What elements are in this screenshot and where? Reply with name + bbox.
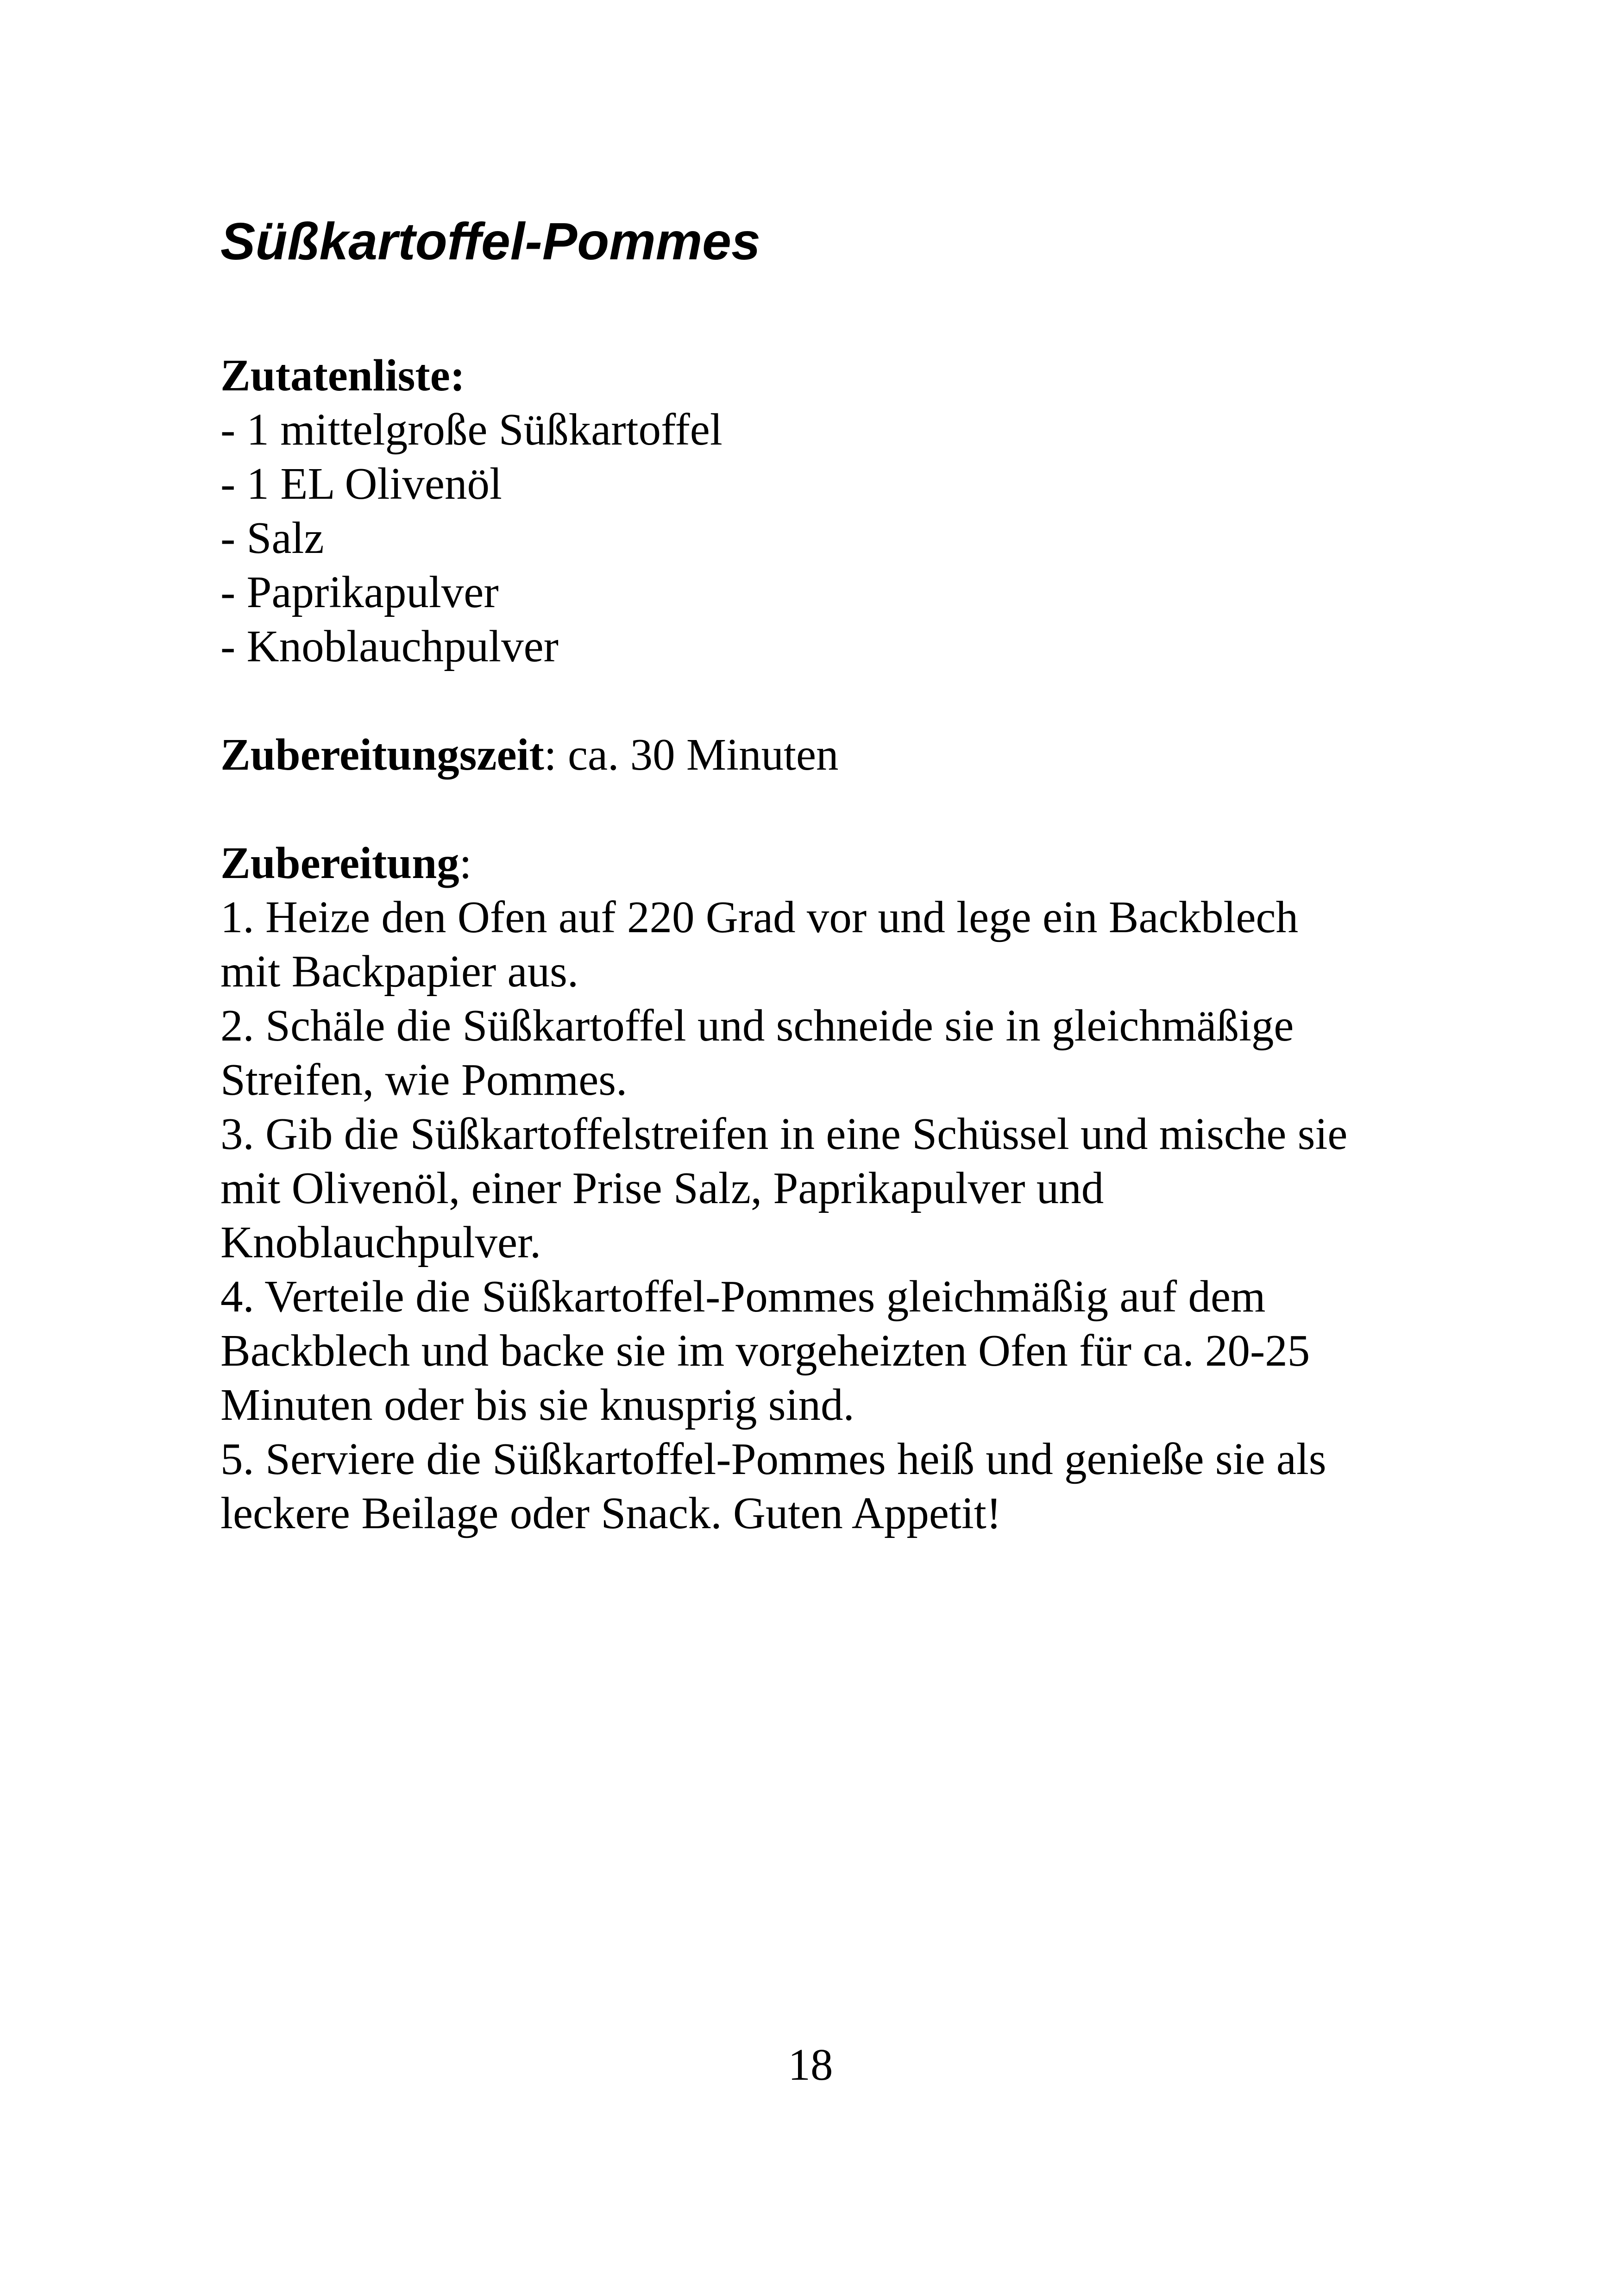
ingredient-item: - Knoblauchpulver (220, 621, 559, 671)
ingredient-item: - 1 EL Olivenöl (220, 459, 502, 508)
recipe-title: Süßkartoffel-Pommes (220, 212, 760, 270)
prep-time-label: Zubereitungszeit (220, 730, 544, 779)
ingredients-heading: Zutatenliste: (220, 351, 465, 400)
prep-time-separator: : (544, 730, 557, 779)
prep-time-line (220, 728, 1425, 782)
preparation-line: leckere Beilage oder Snack. Guten Appetit! (220, 1488, 1002, 1538)
ingredient-item: - 1 mittelgroße Süßkartoffel (220, 405, 723, 454)
preparation-line: 3. Gib die Süßkartoffelstreifen in eine Schüssel und mische sie (220, 1109, 1348, 1159)
preparation-line: Minuten oder bis sie knusprig sind. (220, 1380, 854, 1430)
preparation-line: Backblech und backe sie im vorgeheizten Ofen für ca. 20-25 (220, 1326, 1310, 1375)
preparation-separator: : (459, 838, 472, 888)
preparation-heading (220, 836, 1425, 890)
prep-time-value: ca. 30 Minuten (556, 730, 839, 779)
preparation-line: 4. Verteile die Süßkartoffel-Pommes gleichmäßig auf dem (220, 1272, 1266, 1321)
preparation-line: mit Olivenöl, einer Prise Salz, Paprikapulver und (220, 1163, 1104, 1213)
preparation-line: 2. Schäle die Süßkartoffel und schneide sie in gleichmäßige (220, 1001, 1294, 1050)
ingredient-item: - Salz (220, 513, 324, 563)
preparation-line: Streifen, wie Pommes. (220, 1055, 628, 1104)
preparation-line: 5. Serviere die Süßkartoffel-Pommes heiß und genieße sie als (220, 1434, 1326, 1484)
preparation-line: Knoblauchpulver. (220, 1217, 541, 1267)
preparation-line: 1. Heize den Ofen auf 220 Grad vor und lege ein Backblech (220, 892, 1299, 942)
ingredient-item: - Paprikapulver (220, 567, 499, 617)
recipe-content (220, 348, 1425, 1540)
paragraph-gap (220, 673, 1425, 728)
paragraph-gap (220, 782, 1425, 836)
page-number: 18 (788, 2040, 833, 2089)
preparation-line: mit Backpapier aus. (220, 947, 579, 996)
preparation-label: Zubereitung (220, 838, 459, 888)
